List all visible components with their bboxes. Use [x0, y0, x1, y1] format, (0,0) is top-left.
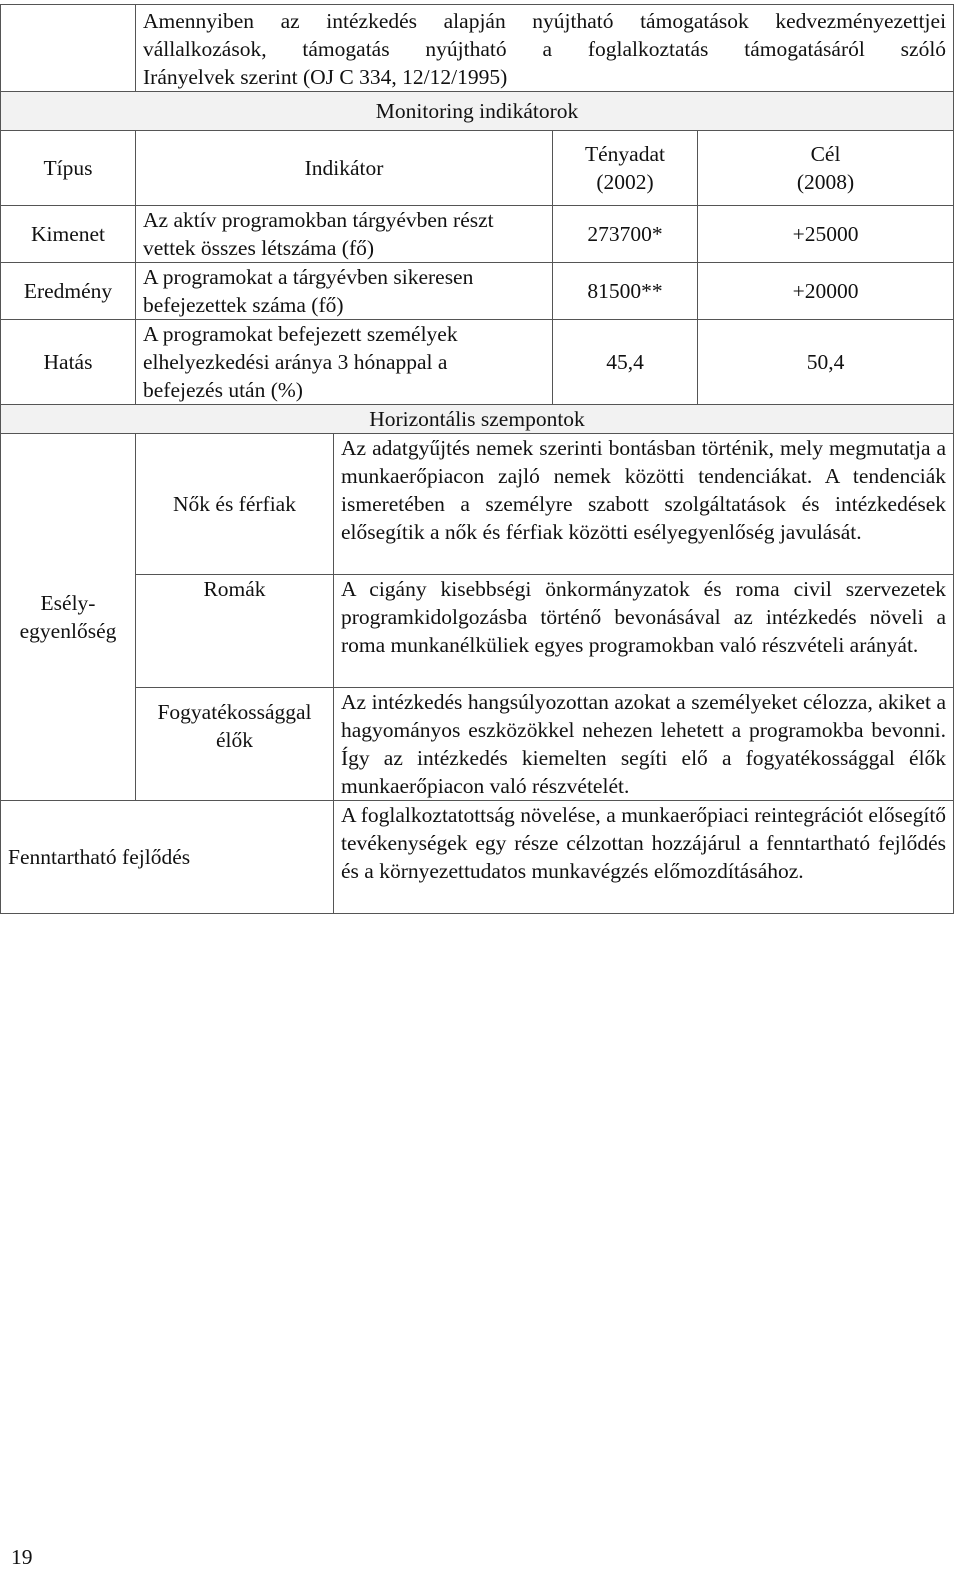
horizontal-label-line: élők [215, 728, 254, 752]
indicator-line: A programokat a tárgyévben sikeresen [143, 265, 474, 289]
horizontal-row-gender [1, 434, 954, 575]
intro-line-1: Amennyiben az intézkedés alapján nyújtható támogatások kedvezményezettjei [143, 9, 947, 33]
page-number: 19 [11, 1545, 33, 1569]
indicator-cell [136, 320, 553, 405]
indicator-row-output [1, 206, 954, 263]
target-value: 50,4 [698, 320, 954, 405]
horizontal-title-row [1, 405, 954, 434]
horizontal-row-sustainable [1, 801, 954, 914]
equal-opportunity-cell [1, 434, 136, 801]
intro-line-3: Irányelvek szerint (OJ C 334, 12/12/1995) [143, 65, 508, 89]
indicator-line: Az aktív programokban tárgyévben részt [143, 208, 494, 232]
target-header-label: Cél [810, 142, 841, 166]
baseline-value: 273700* [553, 206, 698, 263]
baseline-value: 45,4 [553, 320, 698, 405]
baseline-header-label: Tényadat [585, 142, 665, 166]
equal-opportunity-line: egyenlőség [19, 619, 117, 643]
measure-table [0, 4, 954, 914]
indicator-header: Indikátor [136, 131, 553, 206]
indicator-line: elhelyezkedési aránya 3 hónappal a [143, 350, 448, 374]
monitoring-header-row [1, 131, 954, 206]
horizontal-row-roma [1, 575, 954, 688]
sustainable-text: A foglalkoztatottság növelése, a munkaerőpiaci reintegrációt elősegítő tevékenységek egy része célzottan hozzájárul a fenntartható fejlődés és a környezettudatos munkavégzés előmozdításához. [334, 801, 954, 914]
baseline-value: 81500** [553, 263, 698, 320]
indicator-row-impact [1, 320, 954, 405]
horizontal-title: Horizontális szempontok [1, 405, 954, 434]
intro-blank-cell [1, 5, 136, 92]
sustainable-label: Fenntartható fejlődés [1, 801, 334, 914]
target-value: +25000 [698, 206, 954, 263]
horizontal-label-line: Fogyatékossággal [157, 700, 312, 724]
baseline-header-year: (2002) [596, 170, 654, 194]
type-cell: Hatás [1, 320, 136, 405]
intro-row [1, 5, 954, 92]
baseline-header [553, 131, 698, 206]
target-value: +20000 [698, 263, 954, 320]
horizontal-label [136, 688, 334, 801]
target-header [698, 131, 954, 206]
indicator-row-result [1, 263, 954, 320]
target-header-year: (2008) [796, 170, 855, 194]
type-cell: Eredmény [1, 263, 136, 320]
indicator-line: befejezettek száma (fő) [143, 293, 344, 317]
indicator-line: A programokat befejezett személyek [143, 322, 458, 346]
horizontal-label: Romák [136, 575, 334, 688]
horizontal-text: Az intézkedés hangsúlyozottan azokat a személyeket célozza, akiket a hagyományos eszközökkel nehezen lehetett a programokba bevonni. Így az intézkedés kiemelten segíti elő a fogyatékossággal élők munkaerőpiacon való részvételét. [334, 688, 954, 801]
type-cell: Kimenet [1, 206, 136, 263]
horizontal-text: Az adatgyűjtés nemek szerinti bontásban történik, mely megmutatja a munkaerőpiacon zajló nemek közötti tendenciákat. A tendenciák ismeretében a személyre szabott szolgáltatások és intézkedések elősegítik a nők és férfiak közötti esélyegyenlőség javulását. [334, 434, 954, 575]
indicator-line: befejezés után (%) [143, 378, 303, 402]
horizontal-row-disability [1, 688, 954, 801]
monitoring-title-row [1, 92, 954, 131]
horizontal-text: A cigány kisebbségi önkormányzatok és roma civil szervezetek programkidolgozásba történő bevonásával az intézkedés növeli a roma munkanélküliek egyes programokban való részvételi arányát. [334, 575, 954, 688]
intro-cell [136, 5, 954, 92]
indicator-cell [136, 206, 553, 263]
type-header: Típus [1, 131, 136, 206]
intro-line-2: vállalkozások, támogatás nyújtható a foglalkoztatás támogatásáról szóló [143, 37, 947, 61]
equal-opportunity-line: Esély- [40, 591, 96, 615]
monitoring-title: Monitoring indikátorok [1, 92, 954, 131]
indicator-cell [136, 263, 553, 320]
horizontal-label: Nők és férfiak [136, 434, 334, 575]
indicator-line: vettek összes létszáma (fő) [143, 236, 375, 260]
